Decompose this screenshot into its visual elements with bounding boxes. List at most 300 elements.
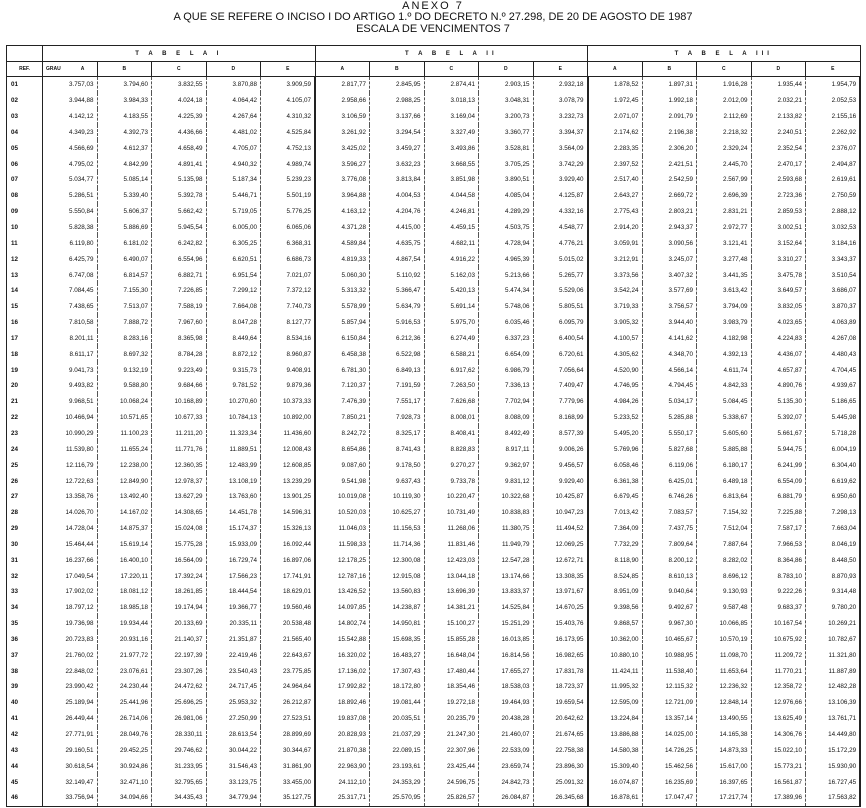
- grade-header-2-e: E: [533, 62, 588, 77]
- value-cell: 14.802,74: [315, 616, 370, 632]
- value-cell: 7.056,64: [533, 362, 588, 378]
- ref-header-spacer: [7, 46, 43, 62]
- value-cell: 4.566,14: [642, 362, 697, 378]
- ref-cell: 16: [7, 315, 43, 331]
- value-cell: 9.780,20: [806, 600, 861, 616]
- table-row: [7, 109, 861, 125]
- value-cell: 3.909,59: [261, 77, 316, 93]
- value-cell: 10.269,21: [806, 616, 861, 632]
- ref-cell: 15: [7, 299, 43, 315]
- value-cell: 7.263,50: [424, 378, 479, 394]
- value-cell: 20.235,79: [424, 711, 479, 727]
- value-cell: 8.611,17: [43, 346, 98, 362]
- value-cell: 5.239,23: [261, 172, 316, 188]
- value-cell: 18.723,37: [533, 679, 588, 695]
- value-cell: 9.781,52: [206, 378, 261, 394]
- value-cell: 13.044,18: [424, 568, 479, 584]
- value-cell: 22.307,96: [424, 742, 479, 758]
- value-cell: 3.294,54: [370, 125, 425, 141]
- value-cell: 10.119,30: [370, 489, 425, 505]
- value-cell: 6.180,17: [697, 457, 752, 473]
- value-cell: 28.330,11: [152, 727, 207, 743]
- grade-header-1-a: [43, 62, 98, 77]
- value-cell: 19.366,77: [206, 600, 261, 616]
- value-cell: 2.133,82: [751, 109, 806, 125]
- value-cell: 1.935,44: [751, 77, 806, 93]
- value-cell: 33.455,00: [261, 774, 316, 790]
- value-cell: 3.459,27: [370, 140, 425, 156]
- value-cell: 3.832,55: [152, 77, 207, 93]
- value-cell: 15.775,28: [152, 536, 207, 552]
- value-cell: 5.084,45: [697, 394, 752, 410]
- value-cell: 10.990,29: [43, 426, 98, 442]
- value-cell: 2.988,25: [370, 93, 425, 109]
- value-cell: 6.881,79: [751, 489, 806, 505]
- value-cell: 13.971,67: [533, 584, 588, 600]
- value-cell: 17.389,96: [751, 790, 806, 806]
- ref-cell: 35: [7, 616, 43, 632]
- value-cell: 7.372,12: [261, 283, 316, 299]
- value-cell: 4.310,32: [261, 109, 316, 125]
- value-cell: 16.729,74: [206, 552, 261, 568]
- value-cell: 6.304,40: [806, 457, 861, 473]
- ref-cell: 21: [7, 394, 43, 410]
- value-cell: 10.066,85: [697, 616, 752, 632]
- value-cell: 5.886,69: [97, 220, 152, 236]
- ref-cell: 29: [7, 521, 43, 537]
- value-cell: 3.261,92: [315, 125, 370, 141]
- value-cell: 20.133,69: [152, 616, 207, 632]
- value-cell: 2.831,21: [697, 204, 752, 220]
- value-cell: 13.239,29: [261, 473, 316, 489]
- value-cell: 3.327,49: [424, 125, 479, 141]
- value-cell: 18.354,46: [424, 679, 479, 695]
- value-cell: 21.870,38: [315, 742, 370, 758]
- value-cell: 5.474,34: [479, 283, 534, 299]
- value-cell: 11.995,32: [588, 679, 643, 695]
- table-row: [7, 695, 861, 711]
- value-cell: 25.189,94: [43, 695, 98, 711]
- value-cell: 31.546,43: [206, 758, 261, 774]
- value-cell: 5.286,51: [43, 188, 98, 204]
- value-cell: 6.005,00: [206, 220, 261, 236]
- value-cell: 9.041,73: [43, 362, 98, 378]
- value-cell: 3.245,07: [642, 251, 697, 267]
- value-cell: 10.019,08: [315, 489, 370, 505]
- table-row: [7, 172, 861, 188]
- table-row: [7, 140, 861, 156]
- value-cell: 19.837,08: [315, 711, 370, 727]
- value-cell: 3.832,05: [751, 299, 806, 315]
- ref-cell: 37: [7, 647, 43, 663]
- value-cell: 4.024,18: [152, 93, 207, 109]
- table-row: [7, 441, 861, 457]
- value-cell: 3.407,32: [642, 267, 697, 283]
- value-cell: 26.981,06: [152, 711, 207, 727]
- value-cell: 11.494,52: [533, 521, 588, 537]
- value-cell: 11.714,36: [370, 536, 425, 552]
- ref-cell: 44: [7, 758, 43, 774]
- value-cell: 9.684,66: [152, 378, 207, 394]
- value-cell: 16.173,95: [533, 632, 588, 648]
- value-cell: 11.321,80: [806, 647, 861, 663]
- value-cell: 3.106,59: [315, 109, 370, 125]
- value-cell: 12.721,09: [642, 695, 697, 711]
- value-cell: 3.686,07: [806, 283, 861, 299]
- table-row: [7, 331, 861, 347]
- value-cell: 5.313,32: [315, 283, 370, 299]
- value-cell: 20.828,93: [315, 727, 370, 743]
- ref-cell: 07: [7, 172, 43, 188]
- value-cell: 6.241,99: [751, 457, 806, 473]
- value-cell: 3.964,88: [315, 188, 370, 204]
- table-row: [7, 125, 861, 141]
- value-cell: 4.436,07: [751, 346, 806, 362]
- value-cell: 6.522,98: [370, 346, 425, 362]
- value-cell: 4.842,99: [97, 156, 152, 172]
- value-cell: 14.097,85: [315, 600, 370, 616]
- value-cell: 19.560,46: [261, 600, 316, 616]
- value-cell: 8.654,86: [315, 441, 370, 457]
- value-cell: 12.238,00: [97, 457, 152, 473]
- value-cell: 2.696,39: [697, 188, 752, 204]
- value-cell: 4.224,83: [751, 331, 806, 347]
- value-cell: 6.619,62: [806, 473, 861, 489]
- value-cell: 8.008,01: [424, 410, 479, 426]
- value-cell: 19.081,44: [370, 695, 425, 711]
- value-cell: 18.172,80: [370, 679, 425, 695]
- value-cell: 7.664,08: [206, 299, 261, 315]
- value-cell: 2.052,53: [806, 93, 861, 109]
- ref-cell: 05: [7, 140, 43, 156]
- value-cell: 7.021,07: [261, 267, 316, 283]
- value-cell: 4.348,70: [642, 346, 697, 362]
- value-cell: 15.933,09: [206, 536, 261, 552]
- value-cell: 14.167,02: [97, 505, 152, 521]
- value-cell: 6.554,96: [152, 251, 207, 267]
- value-cell: 11.424,11: [588, 663, 643, 679]
- value-cell: 15.174,37: [206, 521, 261, 537]
- value-cell: 5.776,25: [261, 204, 316, 220]
- value-cell: 3.705,25: [479, 156, 534, 172]
- value-cell: 19.659,54: [533, 695, 588, 711]
- value-cell: 7.155,30: [97, 283, 152, 299]
- value-cell: 12.849,90: [97, 473, 152, 489]
- ref-cell: 01: [7, 77, 43, 93]
- value-cell: 9.492,67: [642, 600, 697, 616]
- value-cell: 15.172,29: [806, 742, 861, 758]
- value-cell: 4.612,37: [97, 140, 152, 156]
- value-cell: 3.528,81: [479, 140, 534, 156]
- ref-cell: 06: [7, 156, 43, 172]
- grade-letter: A: [80, 66, 85, 72]
- value-cell: 13.763,60: [206, 489, 261, 505]
- value-cell: 17.566,23: [206, 568, 261, 584]
- value-cell: 4.682,11: [424, 235, 479, 251]
- value-cell: 21.247,30: [424, 727, 479, 743]
- value-cell: 9.178,50: [370, 457, 425, 473]
- value-cell: 17.831,78: [533, 663, 588, 679]
- value-cell: 10.947,23: [533, 505, 588, 521]
- table-row: [7, 663, 861, 679]
- value-cell: 4.890,76: [751, 378, 806, 394]
- table-row: [7, 283, 861, 299]
- value-cell: 7.437,75: [642, 521, 697, 537]
- value-cell: 12.008,43: [261, 441, 316, 457]
- value-cell: 18.985,18: [97, 600, 152, 616]
- value-cell: 15.100,27: [424, 616, 479, 632]
- value-cell: 7.587,17: [751, 521, 806, 537]
- value-cell: 2.517,40: [588, 172, 643, 188]
- value-cell: 7.299,12: [206, 283, 261, 299]
- value-cell: 7.409,47: [533, 378, 588, 394]
- value-cell: 6.951,54: [206, 267, 261, 283]
- decree-subtitle: A QUE SE REFERE O INCISO I DO ARTIGO 1.º DO DECRETO N.º 27.298, DE 20 DE AGOSTO DE 1987: [173, 11, 693, 23]
- value-cell: 3.890,51: [479, 172, 534, 188]
- value-cell: 6.720,61: [533, 346, 588, 362]
- value-cell: 17.655,27: [479, 663, 534, 679]
- value-cell: 11.046,03: [315, 521, 370, 537]
- value-cell: 6.242,82: [152, 235, 207, 251]
- value-cell: 4.794,45: [642, 378, 697, 394]
- value-cell: 19.174,94: [152, 600, 207, 616]
- value-cell: 16.400,10: [97, 552, 152, 568]
- value-cell: 11.268,06: [424, 521, 479, 537]
- value-cell: 7.013,42: [588, 505, 643, 521]
- value-cell: 11.323,34: [206, 426, 261, 442]
- value-cell: 3.742,29: [533, 156, 588, 172]
- value-cell: 25.317,71: [315, 790, 370, 806]
- table-row: [7, 727, 861, 743]
- value-cell: 6.368,31: [261, 235, 316, 251]
- value-cell: 5.392,07: [751, 410, 806, 426]
- value-cell: 10.270,60: [206, 394, 261, 410]
- value-cell: 3.310,27: [751, 251, 806, 267]
- value-cell: 20.723,83: [43, 632, 98, 648]
- value-cell: 4.503,75: [479, 220, 534, 236]
- value-cell: 4.940,32: [206, 156, 261, 172]
- table-row: [7, 267, 861, 283]
- value-cell: 17.220,11: [97, 568, 152, 584]
- value-cell: 14.670,25: [533, 600, 588, 616]
- value-cell: 23.540,43: [206, 663, 261, 679]
- value-cell: 11.655,24: [97, 441, 152, 457]
- value-cell: 2.494,87: [806, 156, 861, 172]
- value-cell: 12.360,35: [152, 457, 207, 473]
- value-cell: 28.899,69: [261, 727, 316, 743]
- value-cell: 12.300,08: [370, 552, 425, 568]
- value-cell: 6.986,79: [479, 362, 534, 378]
- value-cell: 6.119,06: [642, 457, 697, 473]
- value-cell: 11.831,46: [424, 536, 479, 552]
- value-cell: 4.332,16: [533, 204, 588, 220]
- value-cell: 14.025,00: [642, 727, 697, 743]
- value-cell: 14.165,38: [697, 727, 752, 743]
- value-cell: 8.872,12: [206, 346, 261, 362]
- value-cell: 8.200,12: [642, 552, 697, 568]
- value-cell: 2.421,51: [642, 156, 697, 172]
- value-cell: 10.784,13: [206, 410, 261, 426]
- value-cell: 5.578,99: [315, 299, 370, 315]
- value-cell: 2.155,16: [806, 109, 861, 125]
- value-cell: 5.135,30: [751, 394, 806, 410]
- value-cell: 4.182,98: [697, 331, 752, 347]
- value-cell: 5.060,30: [315, 267, 370, 283]
- value-cell: 30.344,67: [261, 742, 316, 758]
- table-row: [7, 410, 861, 426]
- value-cell: 4.867,54: [370, 251, 425, 267]
- value-cell: 4.141,62: [642, 331, 697, 347]
- ref-cell: 45: [7, 774, 43, 790]
- value-cell: 23.425,44: [424, 758, 479, 774]
- value-cell: 10.838,83: [479, 505, 534, 521]
- value-cell: 12.069,25: [533, 536, 588, 552]
- table-row: [7, 362, 861, 378]
- value-cell: 2.775,43: [588, 204, 643, 220]
- value-cell: 12.787,16: [315, 568, 370, 584]
- value-cell: 3.343,37: [806, 251, 861, 267]
- value-cell: 2.932,18: [533, 77, 588, 93]
- value-cell: 24.472,62: [152, 679, 207, 695]
- value-cell: 7.120,37: [315, 378, 370, 394]
- value-cell: 8.697,32: [97, 346, 152, 362]
- ref-cell: 24: [7, 441, 43, 457]
- value-cell: 14.580,38: [588, 742, 643, 758]
- value-cell: 2.352,54: [751, 140, 806, 156]
- table-row: [7, 568, 861, 584]
- value-cell: 14.238,87: [370, 600, 425, 616]
- value-cell: 10.625,27: [370, 505, 425, 521]
- value-cell: 21.565,40: [261, 632, 316, 648]
- value-cell: 4.611,74: [697, 362, 752, 378]
- grade-header-1-c: C: [152, 62, 207, 77]
- value-cell: 8.783,10: [751, 568, 806, 584]
- value-cell: 26.345,68: [533, 790, 588, 806]
- value-cell: 10.570,19: [697, 632, 752, 648]
- value-cell: 15.617,00: [697, 758, 752, 774]
- value-cell: 14.875,37: [97, 521, 152, 537]
- value-cell: 2.874,41: [424, 77, 479, 93]
- value-cell: 7.779,96: [533, 394, 588, 410]
- value-cell: 5.135,98: [152, 172, 207, 188]
- value-cell: 23.659,74: [479, 758, 534, 774]
- value-cell: 7.809,64: [642, 536, 697, 552]
- value-cell: 16.013,85: [479, 632, 534, 648]
- value-cell: 5.339,40: [97, 188, 152, 204]
- value-cell: 27.771,91: [43, 727, 98, 743]
- value-cell: 12.848,14: [697, 695, 752, 711]
- table-row: [7, 156, 861, 172]
- value-cell: 10.362,00: [588, 632, 643, 648]
- value-cell: 3.394,37: [533, 125, 588, 141]
- value-cell: 28.613,54: [206, 727, 261, 743]
- value-cell: 13.696,39: [424, 584, 479, 600]
- value-cell: 8.282,02: [697, 552, 752, 568]
- table-row: [7, 235, 861, 251]
- value-cell: 2.174,62: [588, 125, 643, 141]
- value-cell: 4.795,02: [43, 156, 98, 172]
- value-cell: 17.741,91: [261, 568, 316, 584]
- value-cell: 20.438,28: [479, 711, 534, 727]
- value-cell: 3.613,42: [697, 283, 752, 299]
- value-cell: 6.425,01: [642, 473, 697, 489]
- value-cell: 10.675,92: [751, 632, 806, 648]
- value-cell: 8.577,39: [533, 426, 588, 442]
- value-cell: 14.306,76: [751, 727, 806, 743]
- value-cell: 6.425,79: [43, 251, 98, 267]
- value-cell: 32.149,47: [43, 774, 98, 790]
- value-cell: 9.006,26: [533, 441, 588, 457]
- value-cell: 15.326,13: [261, 521, 316, 537]
- value-cell: 15.542,88: [315, 632, 370, 648]
- value-cell: 2.643,27: [588, 188, 643, 204]
- value-cell: 12.178,25: [315, 552, 370, 568]
- grade-header-2-c: C: [424, 62, 479, 77]
- value-cell: 4.415,00: [370, 220, 425, 236]
- value-cell: 8.242,72: [315, 426, 370, 442]
- value-cell: 5.945,54: [152, 220, 207, 236]
- value-cell: 4.480,43: [806, 346, 861, 362]
- value-cell: 12.115,32: [642, 679, 697, 695]
- value-cell: 4.142,12: [43, 109, 98, 125]
- value-cell: 13.357,14: [642, 711, 697, 727]
- value-cell: 5.605,60: [697, 426, 752, 442]
- value-cell: 2.470,17: [751, 156, 806, 172]
- value-cell: 2.803,21: [642, 204, 697, 220]
- table-row: [7, 584, 861, 600]
- value-cell: 9.683,37: [751, 600, 806, 616]
- value-cell: 22.419,46: [206, 647, 261, 663]
- value-cell: 12.722,63: [43, 473, 98, 489]
- value-cell: 4.989,74: [261, 156, 316, 172]
- value-cell: 14.726,25: [642, 742, 697, 758]
- value-cell: 15.855,28: [424, 632, 479, 648]
- value-cell: 9.315,73: [206, 362, 261, 378]
- value-cell: 3.564,09: [533, 140, 588, 156]
- value-cell: 23.775,85: [261, 663, 316, 679]
- grade-header-1-d: D: [206, 62, 261, 77]
- value-cell: 7.513,07: [97, 299, 152, 315]
- value-cell: 4.752,13: [261, 140, 316, 156]
- value-cell: 12.672,71: [533, 552, 588, 568]
- value-cell: 5.944,75: [751, 441, 806, 457]
- value-cell: 17.902,02: [43, 584, 98, 600]
- value-cell: 4.520,90: [588, 362, 643, 378]
- value-cell: 8.118,90: [588, 552, 643, 568]
- value-cell: 8.449,64: [206, 331, 261, 347]
- ref-cell: 03: [7, 109, 43, 125]
- ref-cell: 31: [7, 552, 43, 568]
- value-cell: 7.702,94: [479, 394, 534, 410]
- value-cell: 10.167,54: [751, 616, 806, 632]
- value-cell: 3.983,79: [697, 315, 752, 331]
- value-cell: 12.236,32: [697, 679, 752, 695]
- value-cell: 4.819,33: [315, 251, 370, 267]
- value-cell: 9.130,93: [697, 584, 752, 600]
- value-cell: 17.217,74: [697, 790, 752, 806]
- value-cell: 3.668,55: [424, 156, 479, 172]
- value-cell: 21.140,37: [152, 632, 207, 648]
- value-cell: 6.554,09: [751, 473, 806, 489]
- value-cell: 10.465,67: [642, 632, 697, 648]
- value-cell: 5.085,14: [97, 172, 152, 188]
- value-cell: 14.525,84: [479, 600, 534, 616]
- value-cell: 6.849,13: [370, 362, 425, 378]
- value-cell: 4.183,55: [97, 109, 152, 125]
- value-cell: 2.283,35: [588, 140, 643, 156]
- value-cell: 4.589,84: [315, 235, 370, 251]
- value-cell: 13.490,55: [697, 711, 752, 727]
